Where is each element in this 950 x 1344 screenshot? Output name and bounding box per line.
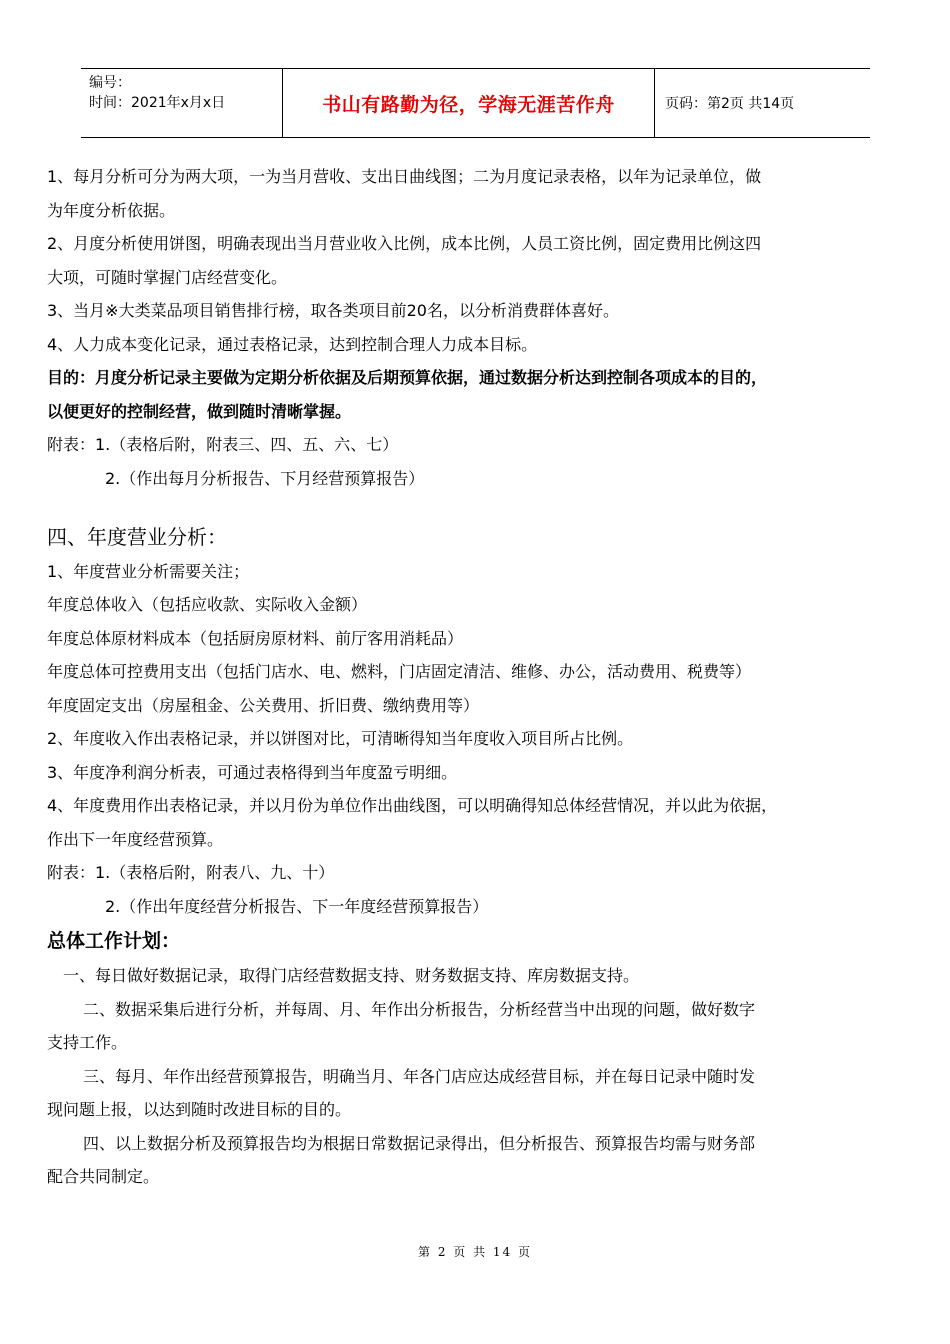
plan-item-4-cont: 配合共同制定。 — [47, 1167, 160, 1186]
header-page-info: 页码：第2页 共14页 — [665, 96, 795, 112]
paragraph-annual-2: 2、年度收入作出表格记录，并以饼图对比，可清晰得知当年度收入项目所占比例。 — [47, 729, 634, 748]
plan-item-2-cont: 支持工作。 — [47, 1033, 128, 1052]
attachment-annual-1: 附表：1.（表格后附，附表八、九、十） — [47, 863, 335, 882]
page-header — [81, 68, 870, 138]
page-footer: 第 2 页 共 14 页 — [418, 1245, 532, 1259]
plan-item-3-cont: 现问题上报，以达到随时改进目标的目的。 — [47, 1100, 352, 1119]
document-body — [47, 160, 917, 1194]
paragraph-annual-1: 1、年度营业分析需要关注； — [47, 561, 250, 581]
plan-item-3: 三、每月、年作出经营预算报告，明确当月、年各门店应达成经营目标，并在每日记录中随时发 — [83, 1066, 756, 1086]
section-spacer — [47, 495, 917, 521]
paragraph-annual-1d: 年度固定支出（房屋租金、公关费用、折旧费、缴纳费用等） — [47, 695, 480, 715]
paragraph-goal-1: 目的：月度分析记录主要做为定期分析依据及后期预算依据，通过数据分析达到控制各项成本的目的， — [47, 368, 768, 387]
header-meta — [81, 69, 282, 137]
paragraph-monthly-2-cont: 大项，可随时掌握门店经营变化。 — [47, 267, 288, 287]
plan-item-1: 一、每日做好数据记录，取得门店经营数据支持、财务数据支持、库房数据支持。 — [63, 966, 640, 985]
paragraph-monthly-4: 4、人力成本变化记录，通过表格记录，达到控制合理人力成本目标。 — [47, 334, 538, 354]
plan-item-4: 四、以上数据分析及预算报告均为根据日常数据记录得出，但分析报告、预算报告均需与财务部 — [83, 1133, 756, 1153]
section-title-plan: 总体工作计划： — [47, 930, 181, 952]
paragraph-monthly-3: 3、当月※大类菜品项目销售排行榜，取各类项目前20名，以分析消费群体喜好。 — [47, 301, 619, 320]
attachment-monthly-1: 附表：1.（表格后附，附表三、四、五、六、七） — [47, 435, 399, 454]
paragraph-monthly-2: 2、月度分析使用饼图，明确表现出当月营业收入比例，成本比例，人员工资比例，固定费用比例这四 — [47, 234, 762, 253]
paragraph-annual-1b: 年度总体原材料成本（包括厨房原材料、前厅客用消耗品） — [47, 628, 464, 648]
document-time: 时间：2021年x月x日 — [89, 95, 226, 111]
plan-item-2: 二、数据采集后进行分析，并每周、月、年作出分析报告，分析经营当中出现的问题，做好数字 — [83, 999, 756, 1019]
paragraph-goal-2: 以便更好的控制经营，做到随时清晰掌握。 — [47, 401, 352, 421]
document-number: 编号： — [89, 75, 131, 91]
paragraph-annual-1c: 年度总体可控费用支出（包括门店水、电、燃料，门店固定清洁、维修、办公，活动费用、税费等） — [47, 662, 752, 681]
paragraph-annual-1a: 年度总体收入（包括应收款、实际收入金额） — [47, 595, 368, 614]
paragraph-monthly-1-cont: 为年度分析依据。 — [47, 200, 176, 220]
attachment-annual-2: 2.（作出年度经营分析报告、下一年度经营预算报告） — [105, 896, 489, 916]
attachment-monthly-2: 2.（作出每月分析报告、下月经营预算报告） — [105, 468, 425, 488]
paragraph-annual-3: 3、年度净利润分析表，可通过表格得到当年度盈亏明细。 — [47, 762, 458, 782]
section-title-annual: 四、年度营业分析： — [47, 525, 227, 549]
paragraph-annual-4: 4、年度费用作出表格记录，并以月份为单位作出曲线图，可以明确得知总体经营情况，并以此为依据， — [47, 796, 778, 815]
header-motto: 书山有路勤为径，学海无涯苦作舟 — [282, 69, 655, 137]
paragraph-annual-4-cont: 作出下一年度经营预算。 — [47, 829, 224, 849]
paragraph-monthly-1: 1、每月分析可分为两大项，一为当月营收、支出日曲线图；二为月度记录表格，以年为记录单位，做 — [47, 167, 762, 186]
